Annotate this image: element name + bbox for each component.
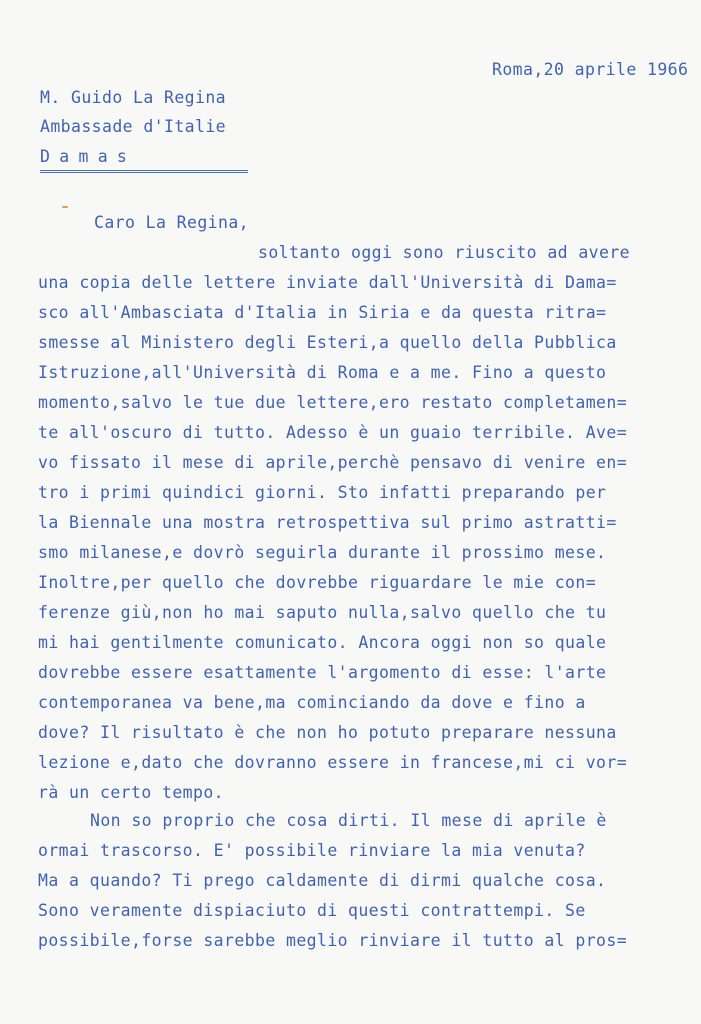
letter-date: Roma,20 aprile 1966	[492, 60, 689, 79]
body-line: Sono veramente dispiaciuto di questi contrattempi. Se	[38, 901, 586, 920]
body-line: ferenze giù,non ho mai saputo nulla,salvo quello che tu	[38, 603, 607, 622]
body-line: rà un certo tempo.	[38, 783, 225, 802]
body-line: una copia delle lettere inviate dall'Università di Dama=	[38, 273, 617, 292]
ink-smudge	[62, 206, 68, 208]
body-line: Inoltre,per quello che dovrebbe riguardare le mie con=	[38, 573, 597, 592]
body-line: smesse al Ministero degli Esteri,a quello della Pubblica	[38, 333, 617, 352]
recipient-city: Damas	[40, 147, 137, 166]
greeting: Caro La Regina,	[94, 213, 250, 232]
body-line: lezione e,dato che dovranno essere in francese,mi ci vor=	[38, 753, 628, 772]
body-line: soltanto oggi sono riuscito ad avere	[258, 243, 631, 262]
body-line: dovrebbe essere esattamente l'argomento di esse: l'arte	[38, 663, 607, 682]
body-line: la Biennale una mostra retrospettiva sul primo astratti=	[38, 513, 617, 532]
body-line: Non so proprio che cosa dirti. Il mese di aprile è	[90, 811, 607, 830]
body-line: Istruzione,all'Università di Roma e a me. Fino a questo	[38, 363, 607, 382]
address-underline	[40, 170, 248, 173]
recipient-office: Ambassade d'Italie	[40, 117, 227, 136]
body-line: sco all'Ambasciata d'Italia in Siria e da questa ritra=	[38, 303, 607, 322]
body-line: contemporanea va bene,ma cominciando da dove e fino a	[38, 693, 586, 712]
recipient-name: M. Guido La Regina	[40, 88, 227, 107]
body-line: ormai trascorso. E' possibile rinviare la mia venuta?	[38, 841, 586, 860]
body-line: tro i primi quindici giorni. Sto infatti preparando per	[38, 483, 607, 502]
body-line: dove? Il risultato è che non ho potuto preparare nessuna	[38, 723, 617, 742]
body-line: te all'oscuro di tutto. Adesso è un guaio terribile. Ave=	[38, 423, 628, 442]
body-line: smo milanese,e dovrò seguirla durante il prossimo mese.	[38, 543, 607, 562]
body-line: momento,salvo le tue due lettere,ero restato completamen=	[38, 393, 628, 412]
body-line: vo fissato il mese di aprile,perchè pensavo di venire en=	[38, 453, 628, 472]
body-line: Ma a quando? Ti prego caldamente di dirmi qualche cosa.	[38, 871, 607, 890]
body-line: possibile,forse sarebbe meglio rinviare il tutto al pros=	[38, 931, 628, 950]
body-line: mi hai gentilmente comunicato. Ancora oggi non so quale	[38, 633, 607, 652]
